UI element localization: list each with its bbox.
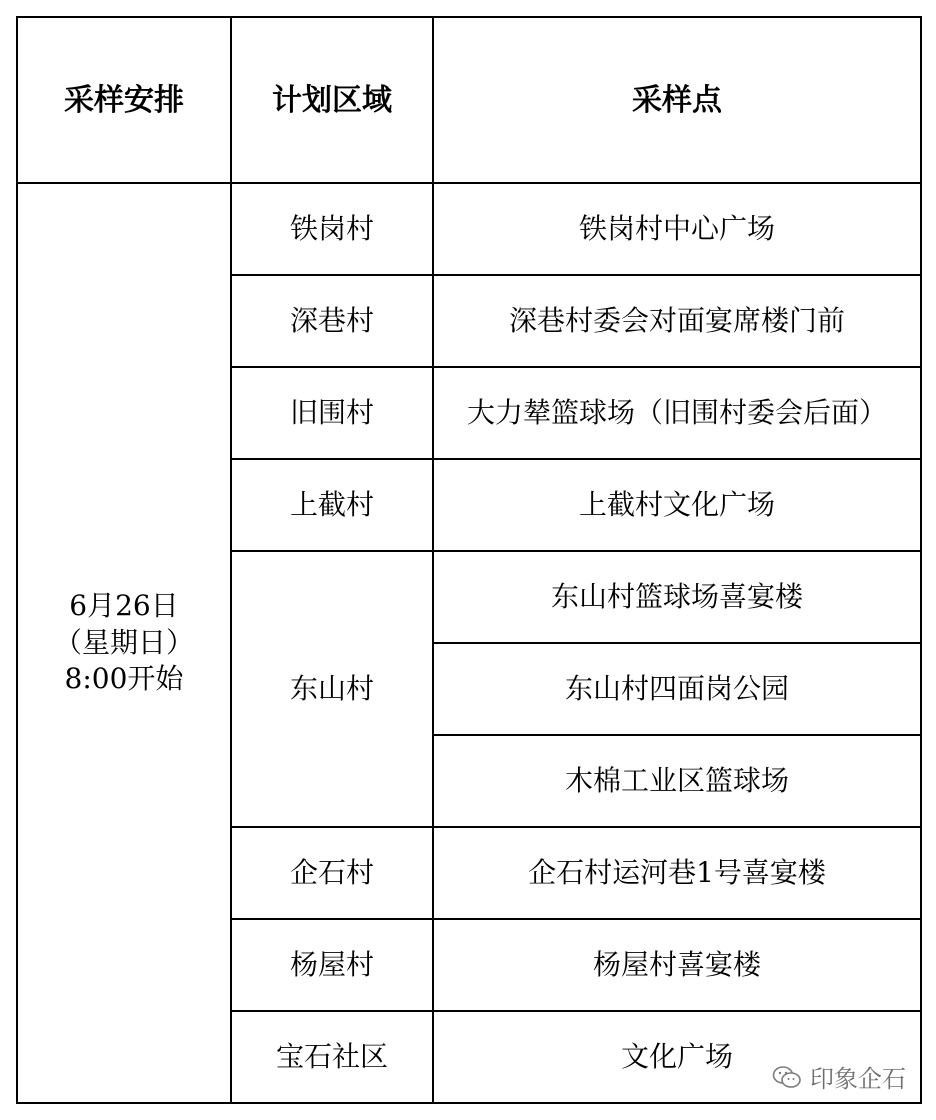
site-cell: 文化广场	[433, 1011, 921, 1103]
schedule-date: 6月26日	[69, 589, 179, 623]
site-cell: 木棉工业区篮球场	[433, 735, 921, 827]
wechat-icon	[772, 1065, 802, 1089]
area-cell: 宝石社区	[231, 1011, 433, 1103]
schedule-weekday: （星期日）	[53, 625, 194, 659]
site-cell: 深巷村委会对面宴席楼门前	[433, 275, 921, 367]
site-cell: 铁岗村中心广场	[433, 183, 921, 275]
schedule-time: 8:00开始	[64, 662, 184, 696]
sampling-schedule-table	[16, 16, 922, 1104]
area-cell: 铁岗村	[231, 183, 433, 275]
watermark-text: 印象企石	[810, 1065, 906, 1093]
site-cell: 企石村运河巷1号喜宴楼	[433, 827, 921, 919]
area-cell: 旧围村	[231, 367, 433, 459]
schedule-cell	[17, 183, 231, 1103]
area-cell: 深巷村	[231, 275, 433, 367]
area-cell: 上截村	[231, 459, 433, 551]
area-cell: 东山村	[231, 551, 433, 827]
watermark	[772, 1059, 906, 1094]
site-cell: 杨屋村喜宴楼	[433, 919, 921, 1011]
site-cell: 大力辇篮球场（旧围村委会后面）	[433, 367, 921, 459]
header-schedule: 采样安排	[17, 17, 231, 183]
header-area: 计划区域	[231, 17, 433, 183]
site-cell: 上截村文化广场	[433, 459, 921, 551]
site-cell: 东山村篮球场喜宴楼	[433, 551, 921, 643]
area-cell: 企石村	[231, 827, 433, 919]
header-row	[17, 17, 921, 183]
site-cell: 东山村四面岗公园	[433, 643, 921, 735]
table-row	[17, 183, 921, 275]
area-cell: 杨屋村	[231, 919, 433, 1011]
header-site: 采样点	[433, 17, 921, 183]
